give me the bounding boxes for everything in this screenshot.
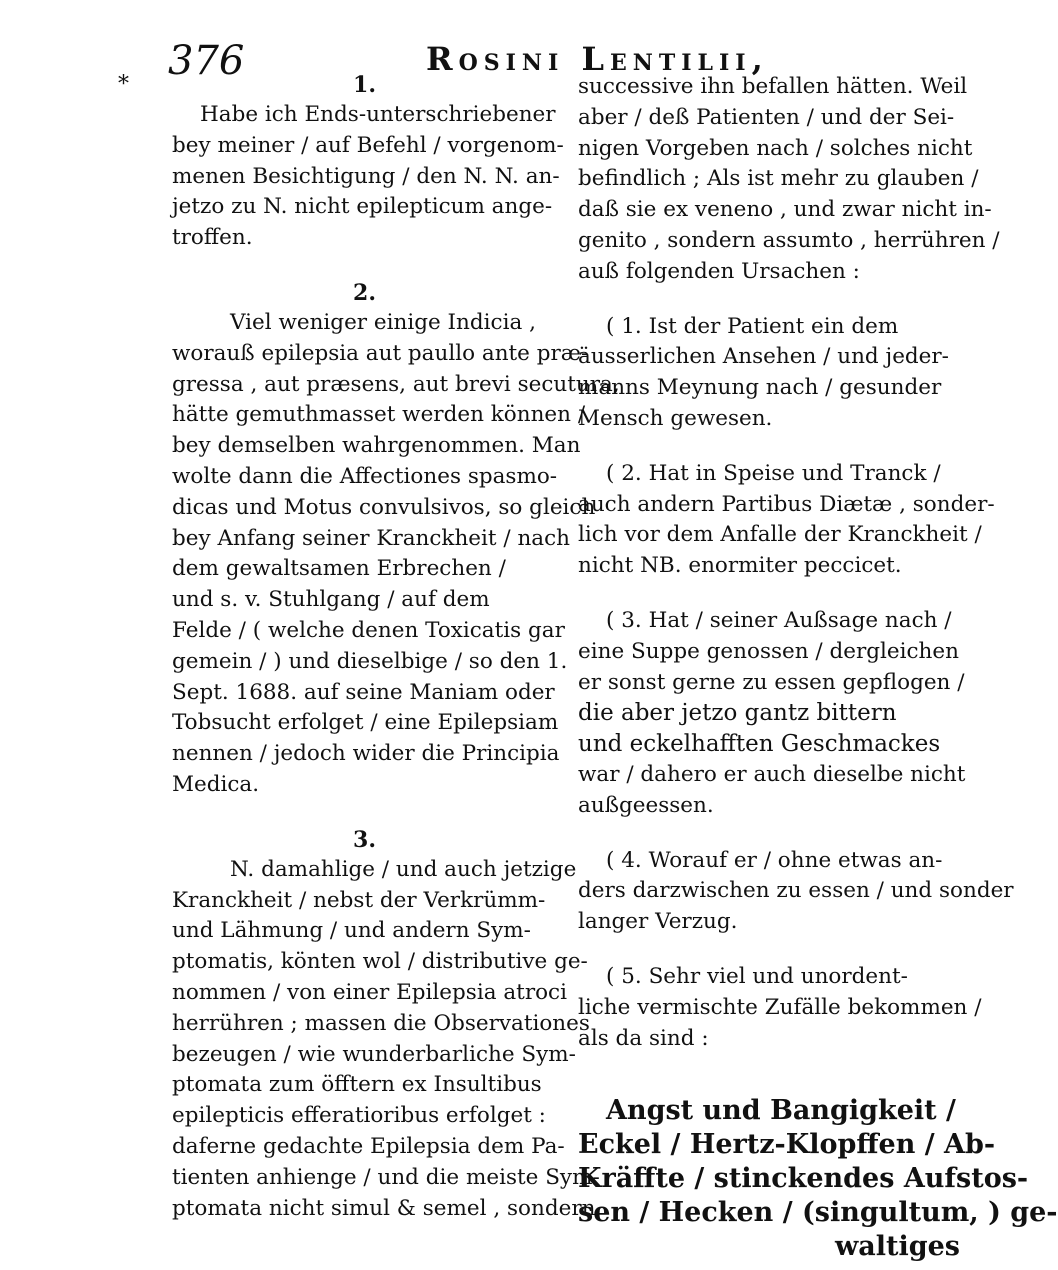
item-5 — [578, 962, 982, 1054]
text-line: gemein / ) und dieselbige / so den 1. — [172, 648, 568, 674]
item-1 — [578, 312, 960, 435]
text-line: auß folgenden Ursachen : — [578, 258, 860, 284]
text-line: ( 5. Sehr viel und unordent- — [606, 963, 908, 989]
text-line: äusserlichen Ansehen / und jeder- — [578, 344, 949, 370]
section-number: 3. — [353, 826, 376, 853]
text-line: und Lähmung / und andern Sym- — [172, 918, 531, 944]
text-line: bey demselben wahrgenommen. Man — [172, 433, 581, 459]
text-line: wolte dann die Affectiones spasmo- — [172, 463, 558, 489]
text-line: Sept. 1688. auf seine Maniam oder — [172, 679, 555, 705]
intro-text — [578, 72, 1000, 288]
text-line: und eckelhafften Geschmackes — [578, 731, 941, 758]
running-head: Rosini Lentilii, — [426, 40, 769, 78]
text-line: ders darzwischen zu essen / und sonder — [578, 878, 1014, 904]
text-line: langer Verzug. — [578, 909, 738, 935]
text-line: ( 2. Hat in Speise und Tranck / — [606, 460, 941, 486]
text-line: die aber jetzo gantz bittern — [578, 700, 897, 727]
text-line: successive ihn befallen hätten. Weil — [578, 74, 968, 99]
text-line: daferne gedachte Epilepsia dem Pa- — [172, 1133, 565, 1159]
text-line: nommen / von einer Epilepsia atroci — [172, 979, 567, 1005]
section-3-text — [172, 855, 600, 1225]
text-line: als da sind : — [578, 1025, 709, 1051]
text-line: manns Meynung nach / gesunder — [578, 375, 942, 401]
item-2 — [578, 459, 995, 582]
text-line: außgeessen. — [578, 792, 714, 818]
text-line: ptomatis, könten wol / distributive ge- — [172, 949, 588, 975]
text-line: bey meiner / auf Befehl / vorgenom- — [172, 132, 564, 158]
text-line: ( 1. Ist der Patient ein dem — [606, 313, 899, 339]
text-line: ( 4. Worauf er / ohne etwas an- — [606, 847, 943, 873]
text-line: Felde / ( welche denen Toxicatis gar — [172, 617, 565, 643]
text-line: bey Anfang seiner Kranckheit / nach — [172, 525, 571, 551]
text-line: Medica. — [172, 771, 260, 797]
catchword: waltiges — [835, 1231, 960, 1263]
text-line: er sonst gerne zu essen gepflogen / — [578, 669, 965, 695]
symptoms-list — [578, 1094, 1058, 1264]
text-line: und s. v. Stuhlgang / auf dem — [172, 587, 490, 613]
text-line: eine Suppe genossen / dergleichen — [578, 638, 959, 664]
text-line: nigen Vorgeben nach / solches nicht — [578, 135, 973, 161]
text-line: hätte gemuthmasset werden können / — [172, 402, 586, 428]
text-line: ptomata zum öfftern ex Insultibus — [172, 1072, 542, 1098]
text-line: daß sie ex veneno , und zwar nicht in- — [578, 197, 992, 223]
page-number: 376 — [168, 38, 245, 84]
text-line: nennen / jedoch wider die Principia — [172, 741, 560, 767]
text-line: epilepticis efferatioribus erfolget : — [172, 1103, 546, 1129]
text-line: menen Besichtigung / den N. N. an- — [172, 163, 560, 189]
text-line: Viel weniger einige Indicia , — [230, 309, 536, 335]
section-2-text — [172, 308, 620, 801]
text-line: gressa , aut præsens, aut brevi secutura, — [172, 371, 620, 397]
text-line: dem gewaltsamen Erbrechen / — [172, 556, 506, 582]
text-line: Kräffte / stinckendes Aufstos- — [578, 1163, 1029, 1195]
text-line: genito , sondern assumto , herrühren / — [578, 227, 1000, 253]
text-line: Mensch gewesen. — [578, 405, 773, 431]
text-line: sen / Hecken / (singultum, ) ge- — [578, 1197, 1058, 1229]
text-line: N. damahlige / und auch jetzige — [230, 856, 577, 882]
text-line: jetzo zu N. nicht epilepticum ange- — [172, 194, 553, 220]
text-line: troffen. — [172, 225, 253, 251]
text-line: aber / deß Patienten / und der Sei- — [578, 104, 955, 130]
text-line: Tobsucht erfolget / eine Epilepsiam — [172, 710, 559, 736]
text-line: dicas und Motus convulsivos, so gleich — [172, 494, 596, 520]
text-line: war / dahero er auch dieselbe nicht — [578, 761, 966, 787]
text-line: nicht NB. enormiter peccicet. — [578, 553, 902, 579]
text-line: liche vermischte Zufälle bekommen / — [578, 994, 982, 1020]
text-line: herrühren ; massen die Observationes — [172, 1010, 590, 1036]
left-column — [172, 70, 620, 1224]
text-line: lich vor dem Anfalle der Kranckheit / — [578, 522, 982, 548]
right-column — [578, 72, 1058, 1264]
text-line: worauß epilepsia aut paullo ante præ- — [172, 340, 589, 366]
section-number: 2. — [353, 279, 376, 306]
item-3 — [578, 606, 966, 822]
text-line: auch andern Partibus Diætæ , sonder- — [578, 491, 995, 517]
text-line: ptomata nicht simul & semel , sondern — [172, 1195, 596, 1221]
text-line: tienten anhienge / und die meiste Sym- — [172, 1164, 600, 1190]
text-line: Angst und Bangigkeit / — [606, 1095, 956, 1127]
text-line: ( 3. Hat / seiner Außsage nach / — [606, 607, 952, 633]
text-line: Kranckheit / nebst der Verkrümm- — [172, 887, 546, 913]
text-line: Habe ich Ends-unterschriebener — [200, 102, 556, 127]
margin-mark: * — [118, 72, 129, 97]
section-number: 1. — [353, 72, 376, 98]
text-line: bezeugen / wie wunderbarliche Sym- — [172, 1041, 576, 1067]
item-4 — [578, 846, 1014, 938]
text-line: befindlich ; Als ist mehr zu glauben / — [578, 166, 979, 192]
text-line: Eckel / Hertz-Klopffen / Ab- — [578, 1129, 996, 1161]
section-1-text — [172, 100, 564, 254]
